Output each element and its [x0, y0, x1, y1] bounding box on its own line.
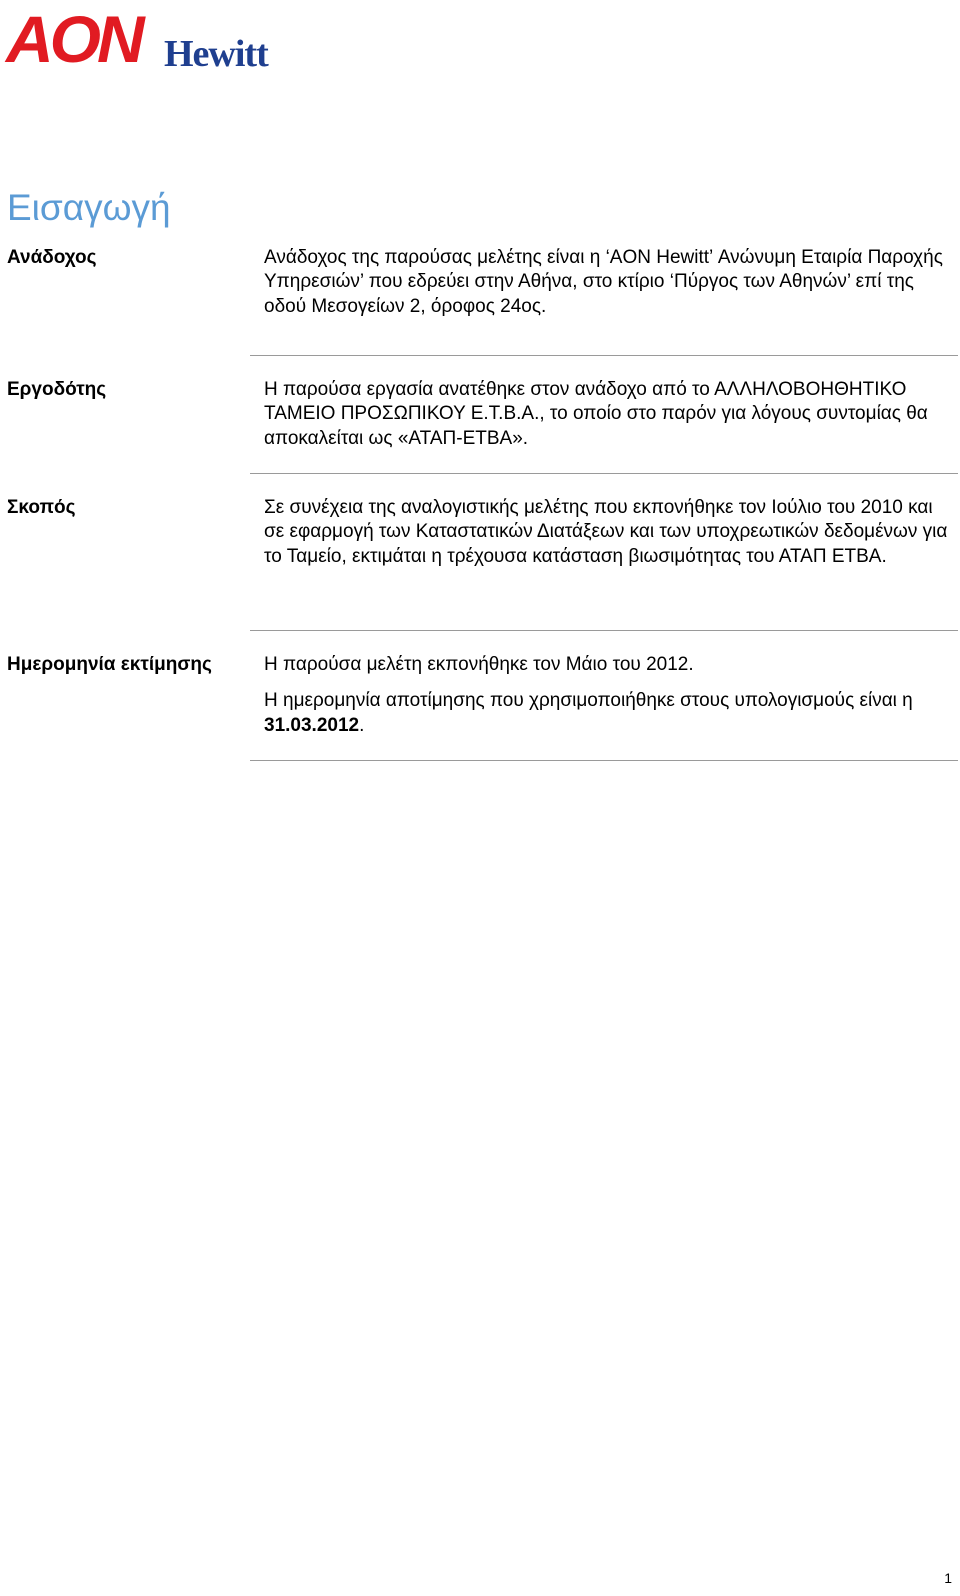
section-text-purpose	[264, 496, 954, 569]
valuation-date-value: 31.03.2012	[264, 714, 360, 736]
section-text-employer	[264, 378, 954, 451]
divider	[250, 630, 958, 631]
section-label-employer: Εργοδότης	[7, 379, 107, 400]
valuation-text-suffix: .	[359, 714, 365, 736]
valuation-paragraph-1: Η παρούσα μελέτη εκπονήθηκε τον Μάιο του 2012.	[264, 654, 694, 675]
section-label-contractor: Ανάδοχος	[7, 247, 97, 268]
page-number: 1	[944, 1570, 952, 1586]
valuation-paragraph-2	[264, 689, 954, 738]
section-text-contractor	[264, 246, 954, 319]
valuation-text-prefix: Η ημερομηνία αποτίμησης που χρησιμοποιήθηκε στους υπολογισμούς είναι η	[264, 690, 913, 712]
purpose-paragraph: Σε συνέχεια της αναλογιστικής μελέτης που εκπονήθηκε τον Ιούλιο του 2010 και σε εφαρμογή των Καταστατικών Διατάξεων και των υποχρεωτικών δεδομένων για το Ταμείο, εκτιμάται η τρέχουσα κατάσταση βιωσιμότητας του ΑΤΑΠ ΕΤΒΑ.	[264, 497, 948, 567]
section-label-valuation-date: Ημερομηνία εκτίμησης	[7, 654, 212, 675]
divider	[250, 760, 958, 761]
contractor-paragraph: Ανάδοχος της παρούσας μελέτης είναι η ‘AON Hewitt’ Ανώνυμη Εταιρία Παροχής Υπηρεσιών’ που εδρεύει στην Αθήνα, στο κτίριο ‘Πύργος των Αθηνών’ επί της οδού Μεσογείων 2, όροφος 24ος.	[264, 247, 943, 317]
aon-hewitt-logo	[6, 4, 276, 74]
logo-hewitt-text: Hewitt	[164, 33, 268, 75]
section-text-valuation-date	[264, 653, 954, 738]
logo-aon-text: AON	[6, 2, 141, 76]
page-title: Εισαγωγή	[7, 187, 171, 228]
divider	[250, 473, 958, 474]
section-label-purpose: Σκοπός	[7, 497, 76, 518]
divider	[250, 355, 958, 356]
employer-paragraph: Η παρούσα εργασία ανατέθηκε στον ανάδοχο από το ΑΛΛΗΛΟΒΟΗΘΗΤΙΚΟ ΤΑΜΕΙΟ ΠΡΟΣΩΠΙΚΟΥ Ε.Τ.Β.Α., το οποίο στο παρόν για λόγους συντομίας θα αποκαλείται ως «ΑΤΑΠ-ΕΤΒΑ».	[264, 379, 928, 449]
